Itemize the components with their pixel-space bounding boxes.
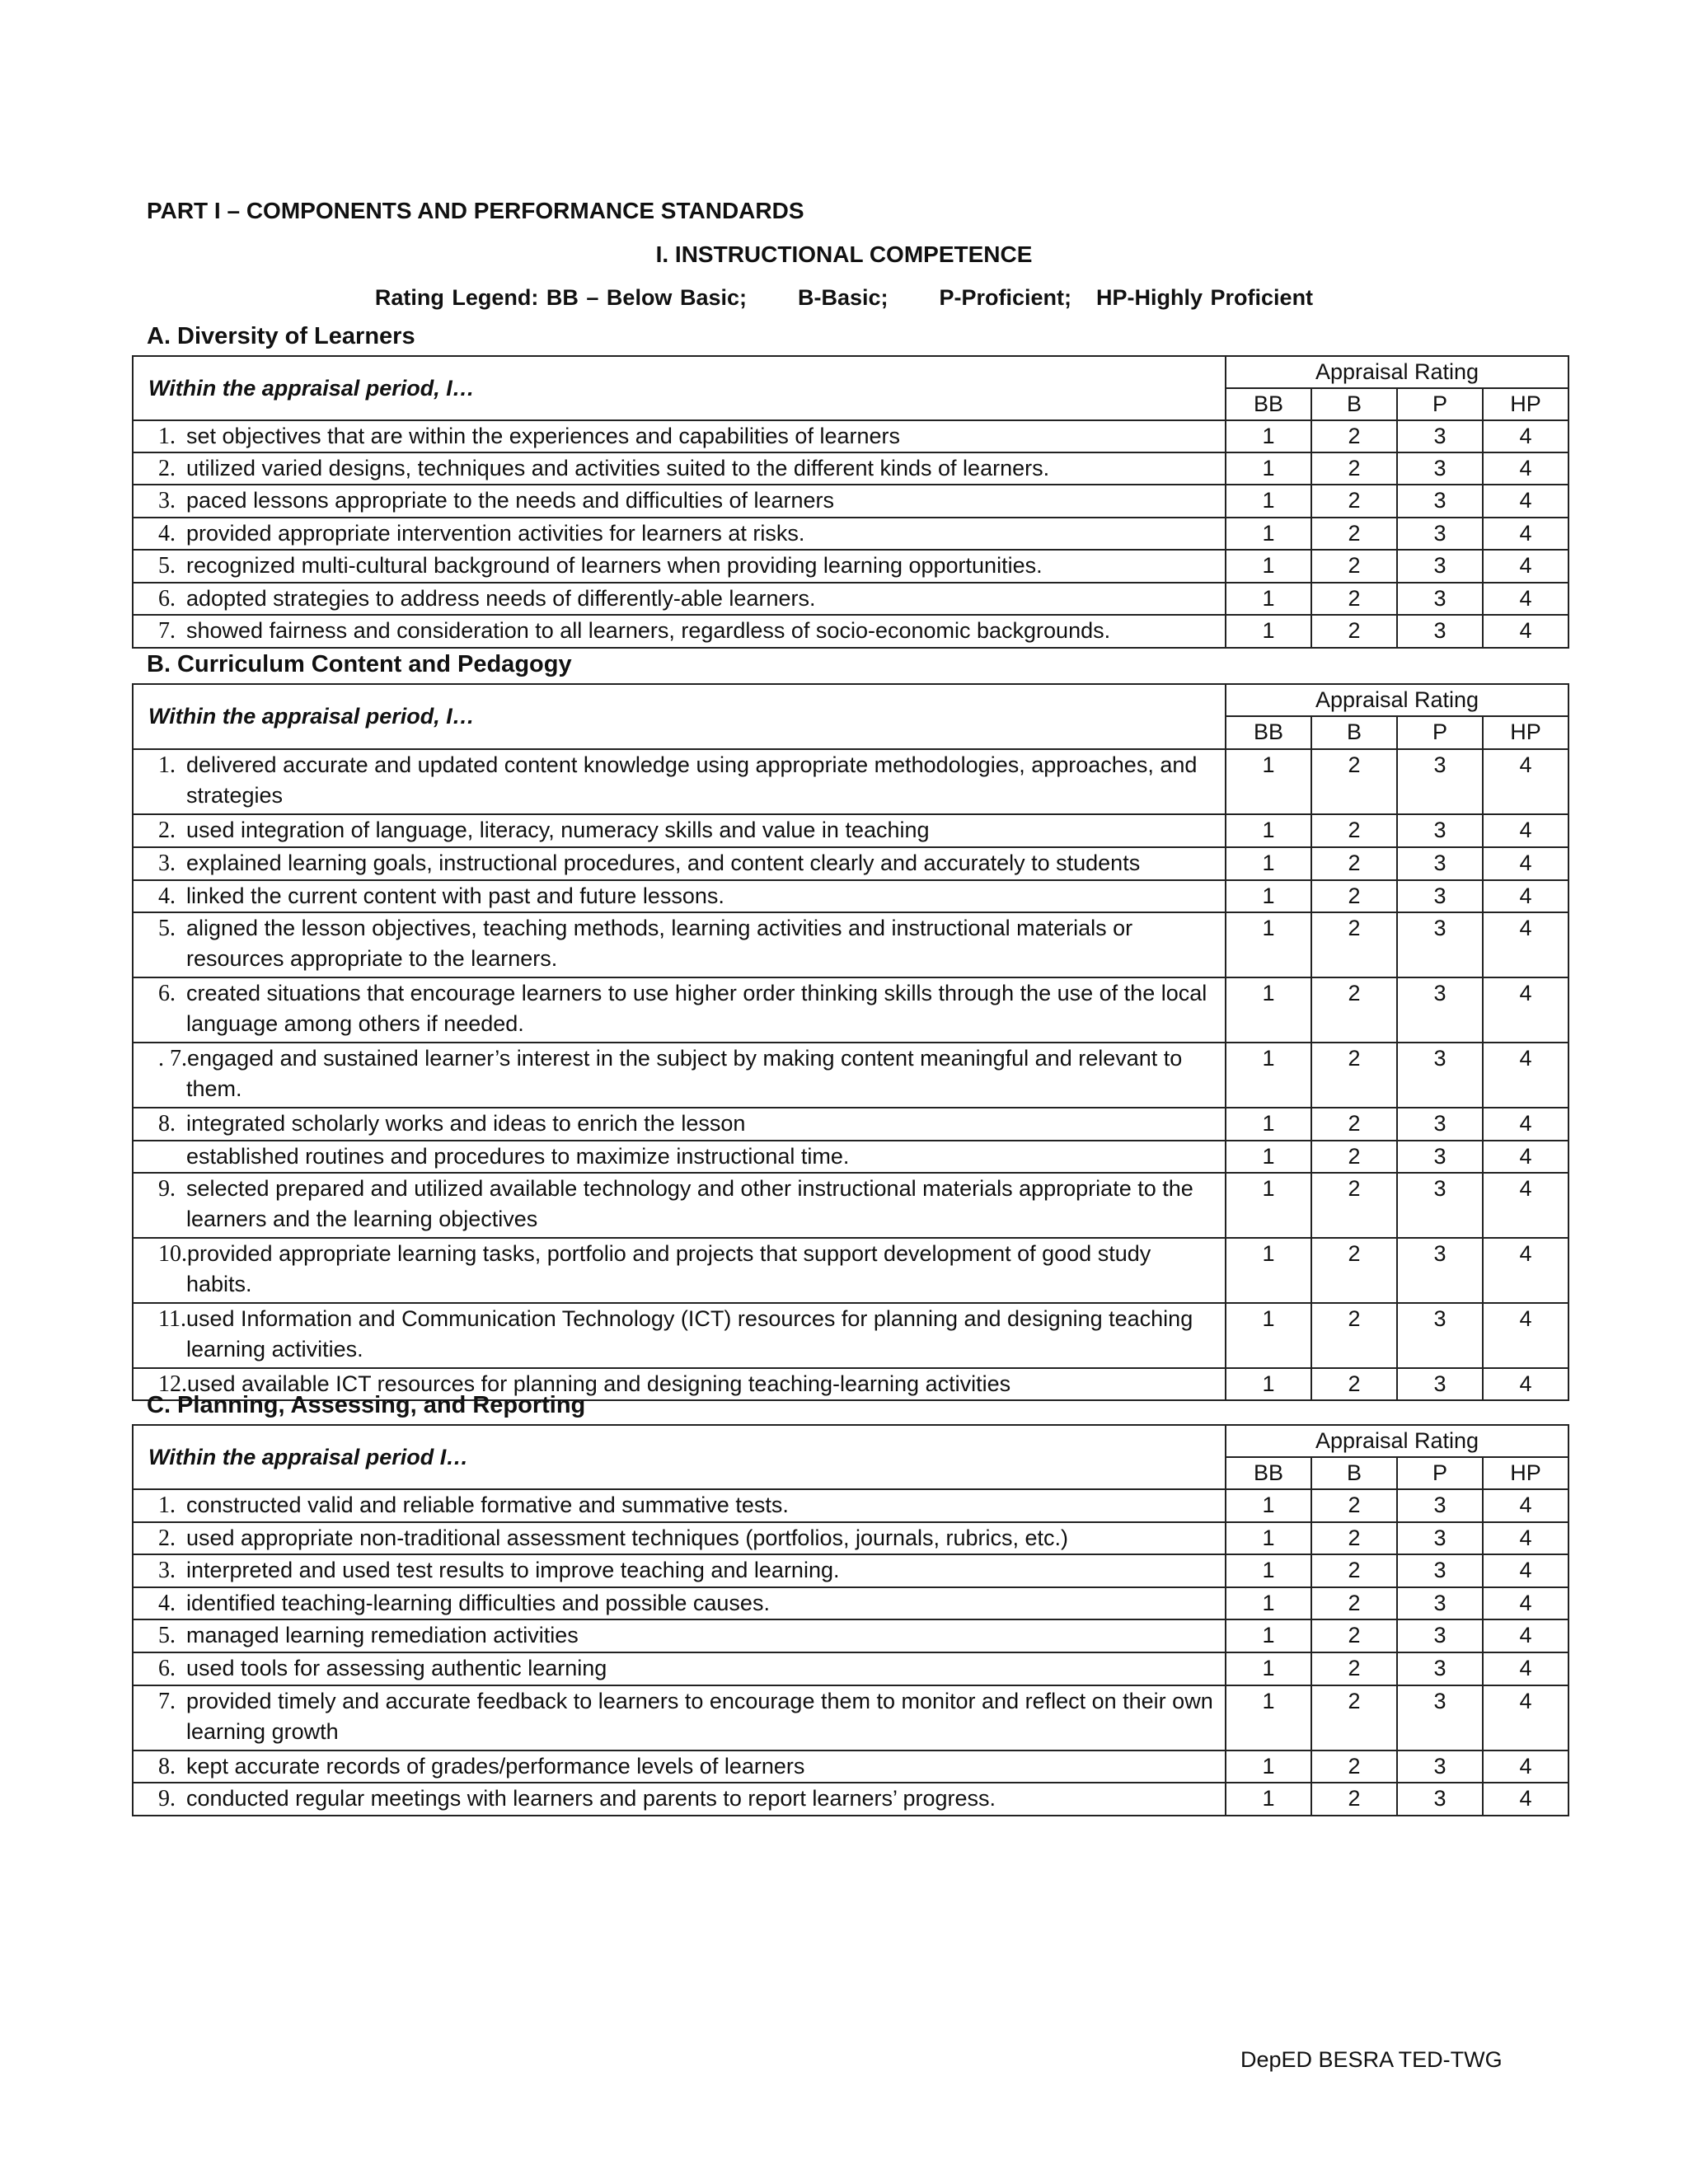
rating-option[interactable]: 4: [1483, 880, 1568, 912]
table-row: [133, 550, 1568, 583]
rating-option[interactable]: 3: [1397, 1750, 1483, 1783]
statement-cell: [133, 518, 1226, 550]
item-text: integrated scholarly works and ideas to enrich the lesson: [186, 1111, 746, 1136]
table-row: [133, 1173, 1568, 1238]
statement-cell: [133, 1750, 1226, 1783]
item-text: selected prepared and utilized available technology and other instructional materials appropriate to the learners and the learning objectives: [186, 1176, 1193, 1231]
rating-option[interactable]: 2: [1311, 880, 1397, 912]
table-row: [133, 847, 1568, 880]
rating-option[interactable]: 2: [1311, 615, 1397, 648]
item-text: used appropriate non-traditional assessment techniques (portfolios, journals, rubrics, etc.): [186, 1526, 1069, 1550]
statement-cell: [133, 912, 1226, 977]
rating-option[interactable]: 2: [1311, 1043, 1397, 1108]
item-text: provided timely and accurate feedback to learners to encourage them to monitor and reflect on their own learning growth: [186, 1689, 1213, 1744]
rating-option[interactable]: 4: [1483, 1238, 1568, 1303]
item-number: 7.: [158, 1689, 176, 1714]
legend-basic: B-Basic;: [797, 285, 889, 310]
rating-option[interactable]: 3: [1397, 1173, 1483, 1238]
item-number: 6.: [158, 1656, 176, 1681]
item-text: identified teaching-learning difficulties and possible causes.: [186, 1591, 770, 1615]
item-text: provided appropriate intervention activities for learners at risks.: [186, 521, 805, 546]
rating-option[interactable]: 2: [1311, 977, 1397, 1043]
rating-option[interactable]: 4: [1483, 814, 1568, 847]
rating-option[interactable]: 3: [1397, 1489, 1483, 1522]
table-row: [133, 1619, 1568, 1652]
item-number: 6.: [158, 981, 176, 1006]
rating-option[interactable]: 3: [1397, 847, 1483, 880]
item-number: 3.: [158, 851, 176, 876]
rating-option[interactable]: 1: [1226, 977, 1311, 1043]
item-text: paced lessons appropriate to the needs and difficulties of learners: [186, 488, 835, 513]
item-number: 5.: [158, 553, 176, 579]
footer-text: DepED BESRA TED-TWG: [1240, 2047, 1503, 2072]
statement-cell: [133, 1685, 1226, 1750]
rating-option[interactable]: 4: [1483, 847, 1568, 880]
rating-option[interactable]: 2: [1311, 847, 1397, 880]
item-number: 10.: [158, 1241, 187, 1267]
rating-option[interactable]: 1: [1226, 615, 1311, 648]
item-number: . 7.: [158, 1046, 187, 1071]
rating-option[interactable]: 2: [1311, 485, 1397, 518]
rating-option[interactable]: 3: [1397, 420, 1483, 452]
rating-option[interactable]: 4: [1483, 615, 1568, 648]
legend-highly-proficient: HP-Highly Proficient: [1096, 285, 1314, 310]
rating-column-header: B: [1311, 716, 1397, 749]
statement-cell: [133, 485, 1226, 518]
item-text: conducted regular meetings with learners and parents to report learners’ progress.: [186, 1786, 996, 1811]
item-text: used available ICT resources for planning and designing teaching-learning activities: [187, 1371, 1011, 1396]
table-header-row: [133, 1425, 1568, 1457]
statement-cell: [133, 420, 1226, 452]
rating-option[interactable]: 4: [1483, 1685, 1568, 1750]
rating-option[interactable]: 2: [1311, 1783, 1397, 1816]
rating-option[interactable]: 3: [1397, 977, 1483, 1043]
item-text: set objectives that are within the experiences and capabilities of learners: [186, 424, 900, 448]
rating-option[interactable]: 2: [1311, 550, 1397, 583]
statement-cell: [133, 1522, 1226, 1554]
rating-option[interactable]: 4: [1483, 749, 1568, 814]
item-number: 3.: [158, 488, 176, 513]
table-row: [133, 1489, 1568, 1522]
rating-option[interactable]: 2: [1311, 814, 1397, 847]
rating-option[interactable]: 3: [1397, 1141, 1483, 1173]
rating-column-header: B: [1311, 388, 1397, 420]
rating-option[interactable]: 1: [1226, 518, 1311, 550]
statement-cell: [133, 814, 1226, 847]
rating-option[interactable]: 4: [1483, 1652, 1568, 1685]
rating-option[interactable]: 2: [1311, 912, 1397, 977]
rating-option[interactable]: 3: [1397, 1368, 1483, 1400]
rating-option[interactable]: 2: [1311, 1522, 1397, 1554]
statement-cell: [133, 1173, 1226, 1238]
rating-option[interactable]: 1: [1226, 1587, 1311, 1619]
rating-option[interactable]: 1: [1226, 749, 1311, 814]
rating-option[interactable]: 2: [1311, 1685, 1397, 1750]
rating-option[interactable]: 4: [1483, 912, 1568, 977]
item-text: recognized multi-cultural background of learners when providing learning opportunities.: [186, 553, 1043, 578]
table-row: [133, 1303, 1568, 1368]
rating-option[interactable]: 1: [1226, 1750, 1311, 1783]
rating-column-header: P: [1397, 1457, 1483, 1489]
table-row: [133, 1043, 1568, 1108]
section-title: B. Curriculum Content and Pedagogy: [147, 651, 572, 677]
item-number: 1.: [158, 752, 176, 778]
rating-option[interactable]: 1: [1226, 1108, 1311, 1141]
table-row: [133, 1685, 1568, 1750]
item-text: showed fairness and consideration to all learners, regardless of socio-economic backgrounds.: [186, 618, 1111, 643]
rating-option[interactable]: 1: [1226, 485, 1311, 518]
section-title: A. Diversity of Learners: [147, 323, 415, 349]
rating-option[interactable]: 2: [1311, 1368, 1397, 1400]
table-row: [133, 1554, 1568, 1587]
item-text: adopted strategies to address needs of differently-able learners.: [186, 586, 816, 611]
item-text: created situations that encourage learners to use higher order thinking skills through the use of the local language among others if needed.: [186, 981, 1207, 1036]
rating-option[interactable]: 2: [1311, 1587, 1397, 1619]
table-row: [133, 1587, 1568, 1619]
rating-option[interactable]: 4: [1483, 1489, 1568, 1522]
statement-cell: [133, 1587, 1226, 1619]
statement-cell: [133, 1043, 1226, 1108]
rating-option[interactable]: 2: [1311, 1652, 1397, 1685]
item-number: 12.: [158, 1371, 187, 1397]
table-row: [133, 880, 1568, 912]
rating-option[interactable]: 3: [1397, 485, 1483, 518]
rating-column-header: BB: [1226, 1457, 1311, 1489]
statement-cell: [133, 847, 1226, 880]
statement-cell: [133, 1489, 1226, 1522]
rating-option[interactable]: 3: [1397, 1685, 1483, 1750]
rating-option[interactable]: 2: [1311, 518, 1397, 550]
rating-option[interactable]: 2: [1311, 420, 1397, 452]
rating-option[interactable]: 4: [1483, 1783, 1568, 1816]
table-row: [133, 912, 1568, 977]
rating-option[interactable]: 1: [1226, 912, 1311, 977]
rating-option[interactable]: 4: [1483, 1554, 1568, 1587]
rating-option[interactable]: 4: [1483, 1173, 1568, 1238]
item-text: provided appropriate learning tasks, portfolio and projects that support development of good study habits.: [186, 1241, 1151, 1296]
rating-option[interactable]: 1: [1226, 1652, 1311, 1685]
statement-header: Within the appraisal period, I…: [133, 684, 1226, 749]
appraisal-rating-header: Appraisal Rating: [1226, 684, 1568, 716]
rating-column-header: BB: [1226, 388, 1311, 420]
table-row: [133, 1238, 1568, 1303]
item-number: 6.: [158, 586, 176, 612]
statement-cell: [133, 550, 1226, 583]
rating-table: [132, 355, 1569, 649]
statement-cell: [133, 1303, 1226, 1368]
rating-option[interactable]: 3: [1397, 1554, 1483, 1587]
rating-option[interactable]: 4: [1483, 420, 1568, 452]
rating-option[interactable]: 4: [1483, 1619, 1568, 1652]
rating-option[interactable]: 4: [1483, 1043, 1568, 1108]
item-text: managed learning remediation activities: [186, 1623, 579, 1647]
table-row: [133, 1750, 1568, 1783]
item-number: 2.: [158, 818, 176, 843]
rating-option[interactable]: 3: [1397, 880, 1483, 912]
rating-option[interactable]: 4: [1483, 518, 1568, 550]
rating-option[interactable]: 4: [1483, 452, 1568, 485]
item-text: linked the current content with past and future lessons.: [186, 883, 724, 908]
rating-option[interactable]: 3: [1397, 518, 1483, 550]
table-row: [133, 749, 1568, 814]
item-text: used Information and Communication Technology (ICT) resources for planning and designing teaching learning activities.: [186, 1306, 1193, 1361]
item-number: 1.: [158, 1493, 176, 1518]
rating-option[interactable]: 2: [1311, 1108, 1397, 1141]
table-row: [133, 1783, 1568, 1816]
rating-table: [132, 1424, 1569, 1816]
rating-option[interactable]: 1: [1226, 1554, 1311, 1587]
statement-cell: [133, 1554, 1226, 1587]
rating-option[interactable]: 4: [1483, 485, 1568, 518]
item-number: 2.: [158, 1526, 176, 1551]
rating-option[interactable]: 1: [1226, 1522, 1311, 1554]
rating-option[interactable]: 2: [1311, 1489, 1397, 1522]
statement-cell: [133, 1108, 1226, 1141]
rating-option[interactable]: 2: [1311, 1238, 1397, 1303]
rating-option[interactable]: 1: [1226, 1783, 1311, 1816]
rating-option[interactable]: 1: [1226, 1368, 1311, 1400]
item-number: 3.: [158, 1558, 176, 1583]
rating-option[interactable]: 3: [1397, 1522, 1483, 1554]
item-text: used integration of language, literacy, numeracy skills and value in teaching: [186, 818, 930, 842]
legend-proficient: P-Proficient;: [939, 285, 1072, 310]
rating-option[interactable]: 3: [1397, 1587, 1483, 1619]
item-number: 1.: [158, 424, 176, 449]
rating-option[interactable]: 4: [1483, 583, 1568, 615]
rating-option[interactable]: 1: [1226, 420, 1311, 452]
rating-option[interactable]: 3: [1397, 1043, 1483, 1108]
table-row: [133, 452, 1568, 485]
rating-option[interactable]: 4: [1483, 977, 1568, 1043]
rating-column-header: HP: [1483, 716, 1568, 749]
rating-option[interactable]: 4: [1483, 1750, 1568, 1783]
table-row: [133, 977, 1568, 1043]
rating-option[interactable]: 1: [1226, 1303, 1311, 1368]
rating-option[interactable]: 4: [1483, 1141, 1568, 1173]
table-row: [133, 420, 1568, 452]
item-text: delivered accurate and updated content knowledge using appropriate methodologies, approaches, and strategies: [186, 752, 1198, 808]
section-title: C. Planning, Assessing, and Reporting: [147, 1392, 586, 1418]
rating-option[interactable]: 2: [1311, 1750, 1397, 1783]
rating-option[interactable]: 2: [1311, 1619, 1397, 1652]
statement-cell: [133, 583, 1226, 615]
rating-option[interactable]: 3: [1397, 814, 1483, 847]
rating-option[interactable]: 1: [1226, 1685, 1311, 1750]
rating-option[interactable]: 1: [1226, 1173, 1311, 1238]
rating-option[interactable]: 1: [1226, 1619, 1311, 1652]
rating-option[interactable]: 3: [1397, 583, 1483, 615]
rating-option[interactable]: 3: [1397, 1303, 1483, 1368]
table-header-row: [133, 356, 1568, 388]
item-text: engaged and sustained learner’s interest in the subject by making content meaningful and relevant to them.: [186, 1046, 1183, 1101]
statement-cell: [133, 1141, 1226, 1173]
item-number: 11.: [158, 1306, 186, 1332]
rating-option[interactable]: 3: [1397, 452, 1483, 485]
item-text: established routines and procedures to maximize instructional time.: [186, 1144, 850, 1169]
item-number: 4.: [158, 521, 176, 546]
rating-option[interactable]: 3: [1397, 1619, 1483, 1652]
rating-option[interactable]: 1: [1226, 583, 1311, 615]
item-number: 8.: [158, 1111, 176, 1137]
statement-cell: [133, 1619, 1226, 1652]
rating-option[interactable]: 2: [1311, 1303, 1397, 1368]
rating-column-header: B: [1311, 1457, 1397, 1489]
item-number: 9.: [158, 1786, 176, 1811]
rating-option[interactable]: 3: [1397, 1783, 1483, 1816]
part-title: PART I – COMPONENTS AND PERFORMANCE STANDARDS: [147, 198, 804, 223]
rating-option[interactable]: 2: [1311, 1141, 1397, 1173]
rating-option[interactable]: 2: [1311, 452, 1397, 485]
statement-header: Within the appraisal period, I…: [133, 356, 1226, 420]
statement-cell: [133, 977, 1226, 1043]
table-row: [133, 814, 1568, 847]
item-number: 4.: [158, 883, 176, 909]
rating-option[interactable]: 1: [1226, 1489, 1311, 1522]
rating-option[interactable]: 3: [1397, 1652, 1483, 1685]
item-number: 5.: [158, 1623, 176, 1648]
statement-cell: [133, 1783, 1226, 1816]
rating-option[interactable]: 1: [1226, 847, 1311, 880]
item-number: 9.: [158, 1176, 176, 1202]
statement-cell: [133, 1652, 1226, 1685]
item-number: 2.: [158, 456, 176, 481]
rating-option[interactable]: 4: [1483, 1108, 1568, 1141]
rating-option[interactable]: 4: [1483, 1303, 1568, 1368]
statement-header: Within the appraisal period I…: [133, 1425, 1226, 1489]
rating-option[interactable]: 3: [1397, 1108, 1483, 1141]
table-row: [133, 1108, 1568, 1141]
legend-label: Rating Legend: BB – Below Basic;: [374, 285, 747, 310]
rating-option[interactable]: 3: [1397, 550, 1483, 583]
rating-option[interactable]: 3: [1397, 1238, 1483, 1303]
item-text: interpreted and used test results to improve teaching and learning.: [186, 1558, 840, 1582]
table-header-row: [133, 684, 1568, 716]
rating-option[interactable]: 3: [1397, 615, 1483, 648]
rating-column-header: P: [1397, 388, 1483, 420]
item-text: constructed valid and reliable formative and summative tests.: [186, 1493, 789, 1517]
rating-option[interactable]: 1: [1226, 1043, 1311, 1108]
item-number: 8.: [158, 1754, 176, 1779]
table-row: [133, 1652, 1568, 1685]
table-row: [133, 1522, 1568, 1554]
rating-column-header: BB: [1226, 716, 1311, 749]
rating-column-header: HP: [1483, 388, 1568, 420]
statement-cell: [133, 880, 1226, 912]
appraisal-rating-header: Appraisal Rating: [1226, 356, 1568, 388]
table-row: [133, 583, 1568, 615]
item-text: utilized varied designs, techniques and activities suited to the different kinds of learners.: [186, 456, 1050, 480]
rating-option[interactable]: 2: [1311, 749, 1397, 814]
statement-cell: [133, 615, 1226, 648]
rating-option[interactable]: 4: [1483, 1368, 1568, 1400]
item-text: aligned the lesson objectives, teaching methods, learning activities and instructional materials or resources appropriate to the learners.: [186, 916, 1133, 971]
rating-option[interactable]: 2: [1311, 583, 1397, 615]
table-row: [133, 518, 1568, 550]
rating-option[interactable]: 1: [1226, 1238, 1311, 1303]
rating-option[interactable]: 1: [1226, 452, 1311, 485]
item-number: 4.: [158, 1591, 176, 1616]
rating-column-header: P: [1397, 716, 1483, 749]
rating-option[interactable]: 4: [1483, 1522, 1568, 1554]
item-text: kept accurate records of grades/performance levels of learners: [186, 1754, 805, 1779]
rating-option[interactable]: 1: [1226, 880, 1311, 912]
item-number: 7.: [158, 618, 176, 644]
rating-legend: [0, 285, 1688, 311]
rating-column-header: HP: [1483, 1457, 1568, 1489]
rating-option[interactable]: 1: [1226, 1141, 1311, 1173]
appraisal-rating-header: Appraisal Rating: [1226, 1425, 1568, 1457]
rating-option[interactable]: 1: [1226, 550, 1311, 583]
table-row: [133, 1141, 1568, 1173]
rating-option[interactable]: 3: [1397, 749, 1483, 814]
table-row: [133, 485, 1568, 518]
item-text: used tools for assessing authentic learning: [186, 1656, 607, 1680]
statement-cell: [133, 452, 1226, 485]
rating-option[interactable]: 1: [1226, 814, 1311, 847]
rating-table: [132, 683, 1569, 1401]
rating-option[interactable]: 2: [1311, 1173, 1397, 1238]
item-text: explained learning goals, instructional procedures, and content clearly and accurately to students: [186, 851, 1141, 875]
item-number: 5.: [158, 916, 176, 941]
rating-option[interactable]: 4: [1483, 1587, 1568, 1619]
statement-cell: [133, 1238, 1226, 1303]
table-row: [133, 615, 1568, 648]
rating-option[interactable]: 3: [1397, 912, 1483, 977]
competence-title: I. INSTRUCTIONAL COMPETENCE: [655, 241, 1033, 267]
statement-cell: [133, 749, 1226, 814]
rating-option[interactable]: 4: [1483, 550, 1568, 583]
rating-option[interactable]: 2: [1311, 1554, 1397, 1587]
